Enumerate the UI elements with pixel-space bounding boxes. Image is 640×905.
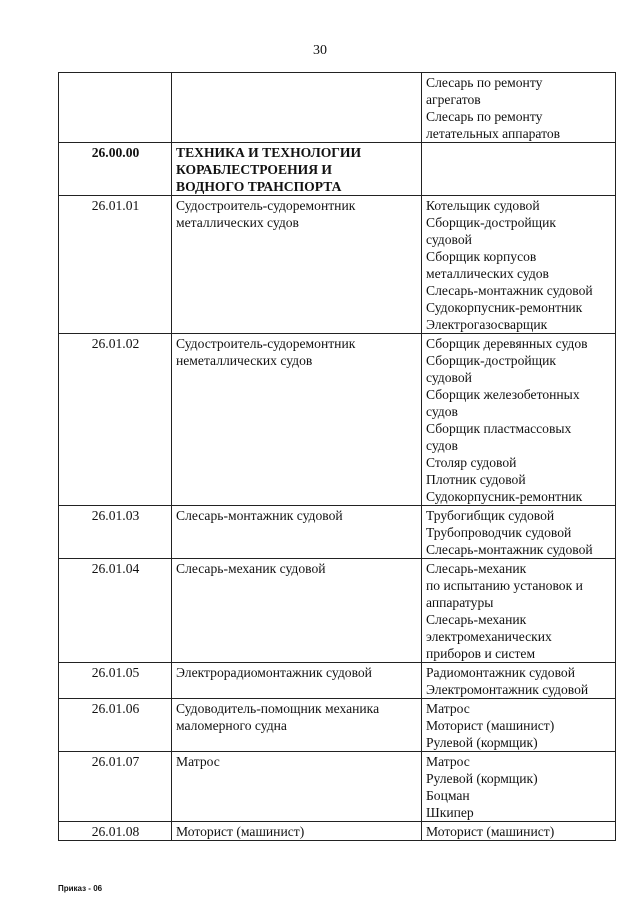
- related-profession-line: приборов и систем: [426, 646, 536, 661]
- profession-name-cell: [172, 752, 422, 822]
- profession-name-cell: [172, 334, 422, 506]
- related-profession-line: Рулевой (кормщик): [426, 735, 538, 750]
- related-profession-line: Слесарь-монтажник судовой: [426, 542, 593, 557]
- code-cell: 26.00.00: [59, 143, 172, 196]
- related-profession-line: агрегатов: [426, 92, 481, 107]
- table-row: [59, 506, 616, 559]
- code-cell: 26.01.02: [59, 334, 172, 506]
- profession-name-line: Судоводитель-помощник механика: [176, 701, 380, 716]
- related-professions-cell: [422, 143, 616, 196]
- related-profession-line: Моторист (машинист): [426, 718, 555, 733]
- related-profession-line: Сборщик пластмассовых: [426, 421, 572, 436]
- related-professions-cell: [422, 822, 616, 841]
- profession-name-cell: [172, 822, 422, 841]
- related-professions-cell: [422, 699, 616, 752]
- section-row: [59, 143, 616, 196]
- related-profession-line: Матрос: [426, 701, 470, 716]
- related-profession-line: Боцман: [426, 788, 470, 803]
- table-row: [59, 196, 616, 334]
- table-row: [59, 559, 616, 663]
- related-profession-line: Сборщик корпусов: [426, 249, 537, 264]
- related-profession-line: Слесарь-механик: [426, 561, 527, 576]
- table-row: [59, 73, 616, 143]
- related-profession-line: по испытанию установок и: [426, 578, 583, 593]
- code-cell: 26.01.06: [59, 699, 172, 752]
- profession-name-line: неметаллических судов: [176, 353, 313, 368]
- related-profession-line: Котельщик судовой: [426, 198, 540, 213]
- profession-name-line: КОРАБЛЕСТРОЕНИЯ И: [176, 162, 333, 177]
- profession-name-line: Слесарь-механик судовой: [176, 561, 326, 576]
- related-profession-line: Столяр судовой: [426, 455, 517, 470]
- related-profession-line: Сборщик деревянных судов: [426, 336, 588, 351]
- related-profession-line: Электромонтажник судовой: [426, 682, 589, 697]
- related-profession-line: судовой: [426, 370, 472, 385]
- profession-name-cell: [172, 143, 422, 196]
- profession-name-line: маломерного судна: [176, 718, 287, 733]
- profession-name-cell: [172, 559, 422, 663]
- profession-name-cell: [172, 506, 422, 559]
- page-number: 30: [313, 43, 327, 58]
- related-profession-line: судовой: [426, 232, 472, 247]
- related-profession-line: Слесарь по ремонту: [426, 109, 543, 124]
- profession-name-cell: [172, 196, 422, 334]
- related-profession-line: Судокорпусник-ремонтник: [426, 300, 583, 315]
- profession-name-line: ТЕХНИКА И ТЕХНОЛОГИИ: [176, 145, 362, 160]
- related-professions-cell: [422, 73, 616, 143]
- table-body: [59, 73, 616, 841]
- profession-name-cell: [172, 663, 422, 699]
- related-professions-cell: [422, 559, 616, 663]
- table-row: [59, 822, 616, 841]
- related-profession-line: Плотник судовой: [426, 472, 526, 487]
- code-cell: 26.01.05: [59, 663, 172, 699]
- related-profession-line: Моторист (машинист): [426, 824, 555, 839]
- code-cell: [59, 73, 172, 143]
- related-profession-line: металлических судов: [426, 266, 549, 281]
- related-profession-line: Трубогибщик судовой: [426, 508, 555, 523]
- code-cell: 26.01.01: [59, 196, 172, 334]
- profession-name-line: Слесарь-монтажник судовой: [176, 508, 343, 523]
- related-professions-cell: [422, 506, 616, 559]
- related-professions-cell: [422, 752, 616, 822]
- profession-name-line: Судостроитель-судоремонтник: [176, 198, 356, 213]
- profession-name-line: ВОДНОГО ТРАНСПОРТА: [176, 179, 342, 194]
- profession-name-line: Матрос: [176, 754, 220, 769]
- footer-mark: Приказ - 06: [58, 884, 103, 893]
- related-profession-line: Сборщик железобетонных: [426, 387, 580, 402]
- profession-name-line: Моторист (машинист): [176, 824, 305, 839]
- related-profession-line: аппаратуры: [426, 595, 494, 610]
- code-cell: 26.01.03: [59, 506, 172, 559]
- profession-name-line: металлических судов: [176, 215, 299, 230]
- related-professions-cell: [422, 196, 616, 334]
- related-profession-line: Слесарь-механик: [426, 612, 527, 627]
- related-profession-line: судов: [426, 438, 458, 453]
- related-profession-line: Матрос: [426, 754, 470, 769]
- related-profession-line: Слесарь по ремонту: [426, 75, 543, 90]
- related-profession-line: Трубопроводчик судовой: [426, 525, 572, 540]
- profession-name-cell: [172, 699, 422, 752]
- code-cell: 26.01.08: [59, 822, 172, 841]
- profession-name-cell: [172, 73, 422, 143]
- professions-table: [58, 72, 616, 841]
- related-profession-line: Рулевой (кормщик): [426, 771, 538, 786]
- related-profession-line: Радиомонтажник судовой: [426, 665, 575, 680]
- related-profession-line: Сборщик-достройщик: [426, 215, 557, 230]
- code-cell: 26.01.07: [59, 752, 172, 822]
- related-professions-cell: [422, 334, 616, 506]
- code-cell: 26.01.04: [59, 559, 172, 663]
- table-row: [59, 334, 616, 506]
- related-profession-line: Сборщик-достройщик: [426, 353, 557, 368]
- related-profession-line: Судокорпусник-ремонтник: [426, 489, 583, 504]
- related-profession-line: Слесарь-монтажник судовой: [426, 283, 593, 298]
- table-row: [59, 699, 616, 752]
- related-profession-line: Шкипер: [426, 805, 474, 820]
- profession-name-line: Электрорадиомонтажник судовой: [176, 665, 372, 680]
- related-professions-cell: [422, 663, 616, 699]
- table-row: [59, 663, 616, 699]
- profession-name-line: Судостроитель-судоремонтник: [176, 336, 356, 351]
- related-profession-line: Электрогазосварщик: [426, 317, 548, 332]
- related-profession-line: электромеханических: [426, 629, 552, 644]
- related-profession-line: судов: [426, 404, 458, 419]
- table-row: [59, 752, 616, 822]
- related-profession-line: летательных аппаратов: [426, 126, 561, 141]
